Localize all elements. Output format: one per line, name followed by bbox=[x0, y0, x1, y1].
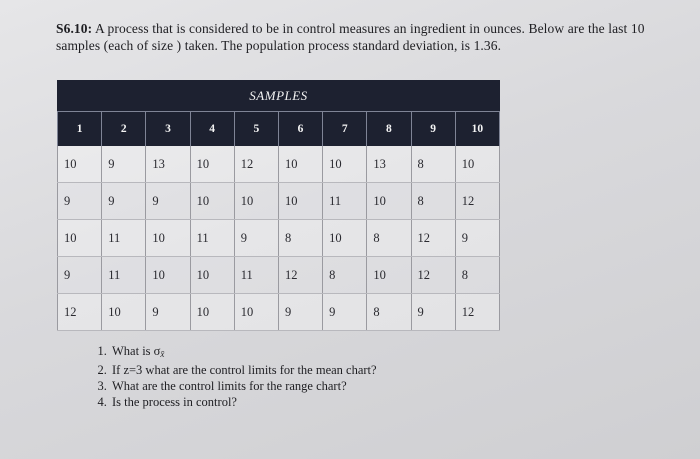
table-cell: 10 bbox=[455, 146, 499, 183]
table-cell: 10 bbox=[190, 294, 234, 331]
table-cell: 10 bbox=[323, 146, 367, 183]
table-cell: 10 bbox=[367, 183, 411, 220]
table-cell: 9 bbox=[58, 183, 102, 220]
table-cell: 9 bbox=[58, 257, 102, 294]
table-cell: 12 bbox=[455, 183, 499, 220]
sample-header-7: 7 bbox=[323, 112, 367, 147]
table-body bbox=[58, 146, 500, 331]
table-cell: 12 bbox=[234, 146, 278, 183]
sample-header-3: 3 bbox=[146, 112, 190, 147]
table-cell: 13 bbox=[367, 146, 411, 183]
table-cell: 10 bbox=[278, 146, 322, 183]
table-cell: 9 bbox=[102, 183, 146, 220]
table-cell: 10 bbox=[146, 220, 190, 257]
x-bar-subscript: x̄ bbox=[160, 349, 165, 359]
table-cell: 12 bbox=[411, 257, 455, 294]
problem-statement bbox=[56, 20, 666, 54]
sample-header-1: 1 bbox=[58, 112, 102, 147]
sample-header-5: 5 bbox=[234, 112, 278, 147]
table-cell: 13 bbox=[146, 146, 190, 183]
question-2: 2. If z=3 what are the control limits for the mean chart? bbox=[110, 362, 377, 378]
table-cell: 12 bbox=[278, 257, 322, 294]
sample-header-4: 4 bbox=[190, 112, 234, 147]
table-cell: 11 bbox=[102, 220, 146, 257]
table-row bbox=[58, 257, 500, 294]
table-banner: SAMPLES bbox=[57, 80, 500, 111]
problem-text: A process that is considered to be in control measures an ingredient in ounces. Below are the last 10 samples (each of size ) taken. The population process standard deviation, is 1.36. bbox=[56, 21, 645, 53]
table-cell: 10 bbox=[102, 294, 146, 331]
table-cell: 11 bbox=[190, 220, 234, 257]
table-cell: 8 bbox=[323, 257, 367, 294]
sample-header-10: 10 bbox=[455, 112, 499, 147]
sample-header-9: 9 bbox=[411, 112, 455, 147]
table-cell: 9 bbox=[146, 183, 190, 220]
table-cell: 8 bbox=[278, 220, 322, 257]
table-cell: 10 bbox=[146, 257, 190, 294]
table-cell: 10 bbox=[190, 146, 234, 183]
table-cell: 9 bbox=[102, 146, 146, 183]
table-cell: 10 bbox=[323, 220, 367, 257]
table-row bbox=[58, 294, 500, 331]
table-cell: 11 bbox=[323, 183, 367, 220]
samples-table bbox=[57, 80, 500, 331]
table-cell: 10 bbox=[58, 220, 102, 257]
table-cell: 11 bbox=[234, 257, 278, 294]
table-cell: 9 bbox=[146, 294, 190, 331]
table-cell: 10 bbox=[190, 183, 234, 220]
table-cell: 8 bbox=[411, 146, 455, 183]
problem-id: S6.10: bbox=[56, 21, 93, 36]
table-row bbox=[58, 220, 500, 257]
sample-header-6: 6 bbox=[278, 112, 322, 147]
table-cell: 11 bbox=[102, 257, 146, 294]
table-cell: 8 bbox=[367, 220, 411, 257]
table-cell: 10 bbox=[234, 183, 278, 220]
question-list bbox=[90, 343, 377, 410]
table-cell: 8 bbox=[367, 294, 411, 331]
sample-header-8: 8 bbox=[367, 112, 411, 147]
table-cell: 10 bbox=[234, 294, 278, 331]
table-cell: 12 bbox=[58, 294, 102, 331]
table-cell: 12 bbox=[411, 220, 455, 257]
table-cell: 10 bbox=[190, 257, 234, 294]
table-row bbox=[58, 183, 500, 220]
table-cell: 8 bbox=[455, 257, 499, 294]
table-cell: 9 bbox=[455, 220, 499, 257]
table-cell: 10 bbox=[278, 183, 322, 220]
table-cell: 10 bbox=[58, 146, 102, 183]
table-cell: 8 bbox=[411, 183, 455, 220]
table-cell: 9 bbox=[234, 220, 278, 257]
table-cell: 9 bbox=[278, 294, 322, 331]
question-1: 1. What is $\sigma_{x̄}$ bbox=[110, 343, 377, 362]
table-cell: 9 bbox=[411, 294, 455, 331]
question-4: 4. Is the process in control? bbox=[110, 394, 377, 410]
table-cell: 9 bbox=[323, 294, 367, 331]
table-cell: 10 bbox=[367, 257, 411, 294]
sample-header-2: 2 bbox=[102, 112, 146, 147]
table-row bbox=[58, 146, 500, 183]
header-row bbox=[58, 112, 500, 147]
table-cell: 12 bbox=[455, 294, 499, 331]
question-3: 3. What are the control limits for the range chart? bbox=[110, 378, 377, 394]
